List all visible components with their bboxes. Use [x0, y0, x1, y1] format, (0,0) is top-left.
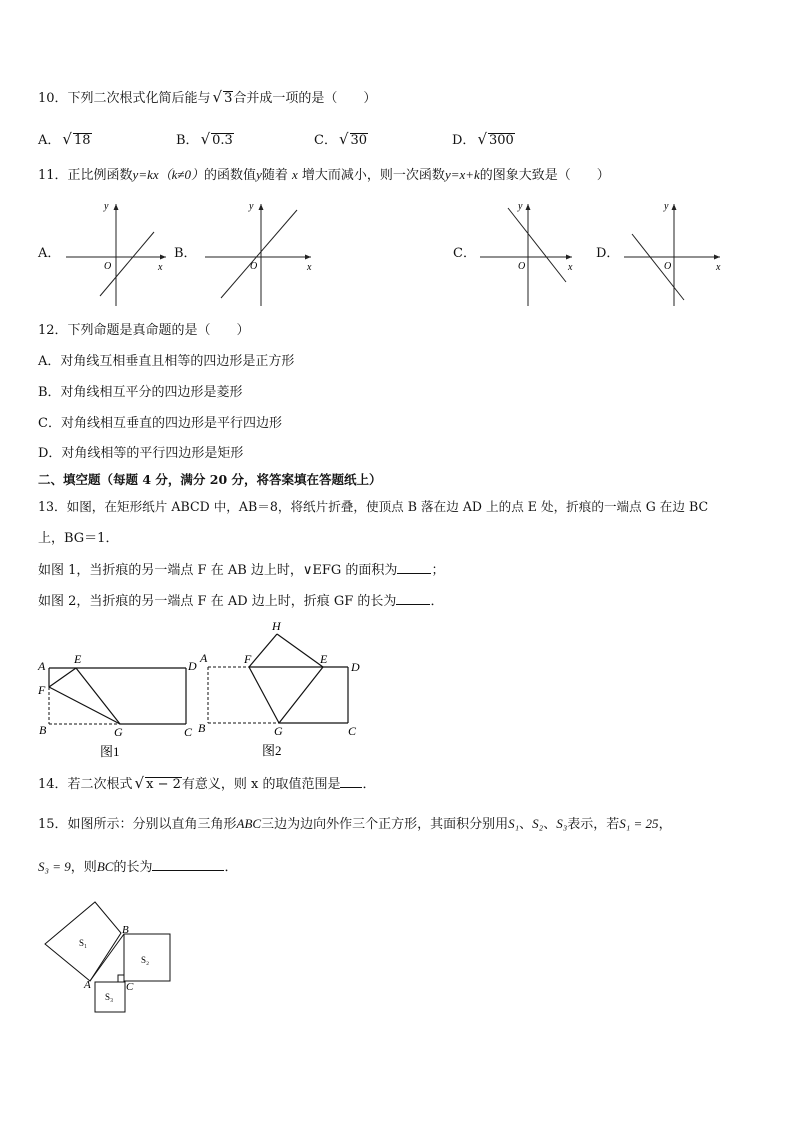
point-label: H — [272, 619, 281, 633]
q13-figure-1 — [34, 650, 204, 762]
square-label: S₂ — [141, 955, 150, 965]
q15-var: ABC — [236, 816, 262, 831]
point-label: A — [84, 979, 91, 991]
point-label: F — [38, 683, 46, 697]
q11-graph-c — [478, 200, 578, 310]
q15-figure — [40, 898, 180, 1018]
q15-text: 15．如图所示：分别以直角三角形 — [38, 817, 237, 832]
option-radicand: 18 — [73, 133, 91, 148]
q15-text: 、 — [519, 817, 533, 832]
point-label: A — [200, 651, 208, 665]
q15-var: S₃ — [556, 816, 568, 831]
q13-text: 如图 1，当折痕的另一端点 F 在 AB 边上时，∨EFG 的面积为 — [38, 563, 398, 578]
q15-line-1 — [38, 815, 672, 834]
y-axis-label: y — [518, 201, 523, 212]
q14-text: 14．若二次根式 — [38, 777, 133, 792]
q10-option-b: B． √ 0.3 — [176, 130, 233, 148]
answer-blank — [397, 561, 431, 574]
point-label: E — [74, 652, 82, 666]
q13-text: ； — [431, 563, 445, 578]
answer-blank — [396, 592, 430, 605]
q15-text: 表示，若 — [567, 817, 620, 832]
q10-stem: 10．下列二次根式化简后能与 √ 3合并成一项的是（ ） — [38, 88, 377, 106]
q15-equation: S₁ = 25 — [619, 816, 659, 831]
q15-text: ． — [224, 860, 238, 875]
answer-blank — [340, 775, 362, 788]
q15-text: 的长为 — [113, 860, 153, 875]
q11-text: 11．正比例函数 — [38, 168, 133, 183]
q11-graph-d — [622, 200, 726, 310]
option-label: C． — [314, 133, 337, 148]
q12-option-c: C．对角线相互垂直的四边形是平行四边形 — [38, 416, 282, 431]
point-label: B — [122, 924, 129, 936]
point-label: F — [244, 652, 252, 666]
q11-var: x — [292, 167, 298, 182]
point-label: A — [38, 659, 46, 673]
q11-stem — [38, 166, 610, 185]
q11-text: 随着 — [261, 168, 288, 183]
x-axis-label: x — [307, 262, 312, 273]
q12-option-a: A．对角线互相垂直且相等的四边形是正方形 — [38, 354, 295, 369]
origin-label: O — [664, 261, 672, 272]
q11-text: 增大而减小，则一次函数 — [301, 168, 445, 183]
x-axis-label: x — [158, 262, 163, 273]
point-label: C — [348, 724, 357, 738]
y-axis-label: y — [104, 201, 109, 212]
q14-text: ． — [362, 777, 376, 792]
q14-stem: 14．若二次根式 √ x − 2有意义，则 x 的取值范围是 ． — [38, 774, 376, 792]
q14-radicand: x − 2 — [146, 777, 181, 792]
q11-var: y — [256, 167, 262, 182]
q13-text: ． — [430, 594, 444, 609]
q15-text: 三边为边向外作三个正方形，其面积分别用 — [261, 817, 509, 832]
point-label: C — [184, 725, 193, 739]
point-label: G — [274, 724, 283, 738]
q15-equation: S₃ = 9 — [38, 859, 71, 874]
q14-text: 有意义，则 x 的取值范围是 — [181, 777, 341, 792]
point-label: B — [198, 721, 206, 735]
q15-var: S₁ — [508, 816, 520, 831]
origin-label: O — [104, 261, 112, 272]
x-axis-label: x — [568, 262, 573, 273]
q12-stem: 12．下列命题是真命题的是（ ） — [38, 323, 250, 338]
q10-stem-after: 合并成一项的是（ ） — [233, 91, 377, 106]
q13-line-2: 上，BG＝1． — [38, 531, 119, 546]
y-axis-label: y — [664, 201, 669, 212]
y-axis-label: y — [249, 201, 254, 212]
option-label: D． — [452, 133, 476, 148]
q11-label-b: B． — [174, 246, 197, 261]
option-label: A． — [38, 133, 61, 148]
option-radicand: 0.3 — [212, 133, 233, 148]
point-label: D — [351, 660, 360, 674]
q10-stem-before: 10．下列二次根式化简后能与 — [38, 91, 211, 106]
option-label: B． — [176, 133, 199, 148]
point-label: G — [114, 725, 123, 739]
q11-label-c: C． — [453, 246, 476, 261]
q10-option-d: D． √ 300 — [452, 130, 514, 148]
q12-option-b: B．对角线相互平分的四边形是菱形 — [38, 385, 243, 400]
figure-caption: 图1 — [100, 744, 120, 759]
q15-text: ，则 — [70, 860, 97, 875]
square-label: S₃ — [105, 992, 114, 1002]
q11-text: 的图象大致是（ ） — [479, 168, 610, 183]
figure-caption: 图2 — [262, 743, 282, 758]
q11-graph-a — [62, 200, 172, 310]
point-label: E — [320, 652, 328, 666]
q13-line-1: 13．如图，在矩形纸片 ABCD 中，AB＝8，将纸片折叠，使顶点 B 落在边 AD 上的点 E 处，折痕的一端点 G 在边 BC — [38, 499, 709, 514]
point-label: D — [188, 659, 197, 673]
q10-stem-radicand: 3 — [224, 91, 233, 106]
q10-option-c: C． √ 30 — [314, 130, 368, 148]
x-axis-label: x — [716, 262, 721, 273]
q15-var: S₂ — [532, 816, 544, 831]
q11-graph-b — [205, 200, 317, 310]
q15-text: 、 — [543, 817, 557, 832]
q15-line-2 — [38, 858, 237, 877]
option-radicand: 30 — [350, 133, 368, 148]
q13-line-3 — [38, 561, 444, 580]
answer-blank — [152, 858, 224, 871]
point-label: C — [126, 981, 134, 993]
square-label: S₁ — [79, 938, 88, 948]
point-label: B — [39, 723, 47, 737]
option-radicand: 300 — [489, 133, 514, 148]
q13-text: 如图 2，当折痕的另一端点 F 在 AD 边上时，折痕 GF 的长为 — [38, 594, 397, 609]
q11-label-d: D． — [596, 246, 620, 261]
q15-var: BC — [96, 859, 114, 874]
q11-formula: y=kx（k≠0） — [132, 167, 205, 182]
q11-formula: y=x+k — [444, 167, 480, 182]
q11-text: 的函数值 — [204, 168, 257, 183]
origin-label: O — [250, 261, 258, 272]
origin-label: O — [518, 261, 526, 272]
section-heading: 二、填空题（每题 4 分，满分 20 分，将答案填在答题纸上） — [38, 472, 382, 487]
q12-option-d: D．对角线相等的平行四边形是矩形 — [38, 446, 244, 461]
q10-option-a: A． √ 18 — [38, 130, 91, 148]
q11-label-a: A． — [38, 246, 61, 261]
q13-figure-2 — [196, 616, 372, 762]
q15-text: ， — [658, 817, 672, 832]
q13-line-4 — [38, 592, 443, 611]
